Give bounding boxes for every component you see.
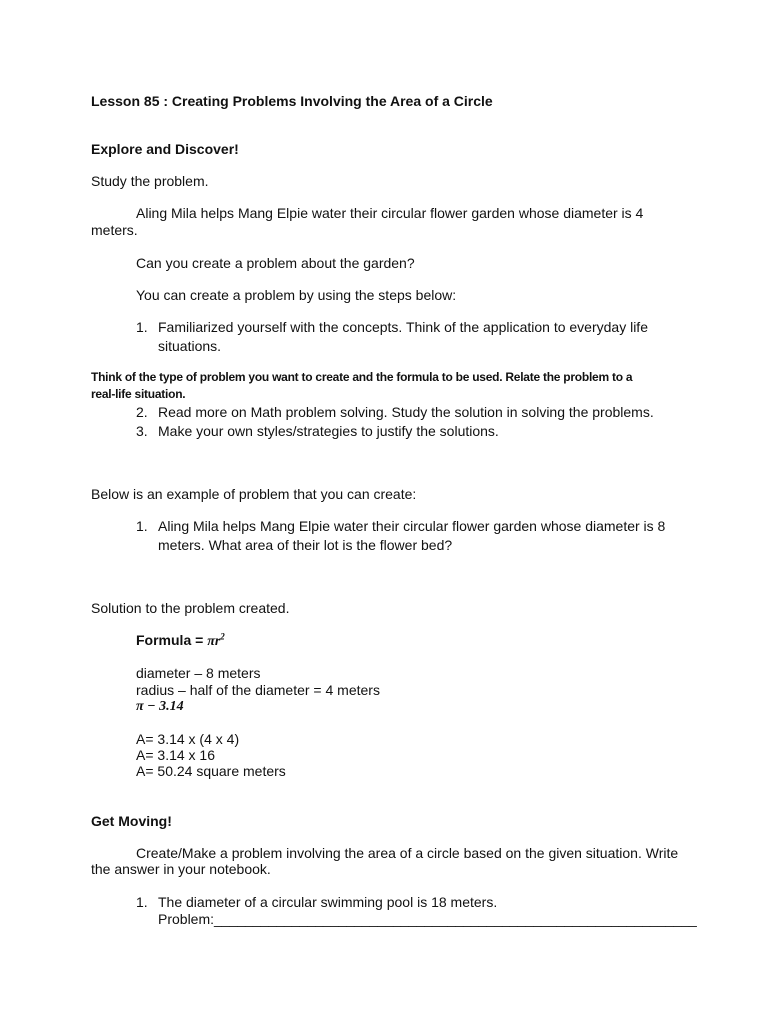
example-line1: Aling Mila helps Mang Elpie water their circular flower garden whose diameter is 8 — [158, 518, 666, 534]
formula-expression — [207, 631, 225, 649]
item1-number: 1. — [136, 894, 148, 910]
note-line2: real-life situation. — [91, 387, 186, 401]
example-intro: Below is an example of problem that you can create: — [91, 486, 417, 502]
step1-line2: situations. — [158, 338, 222, 354]
diameter-line: diameter – 8 meters — [136, 665, 261, 681]
step1-line1: Familiarized yourself with the concepts. Think of the application to everyday life — [158, 319, 648, 335]
formula-base: πr — [207, 634, 221, 649]
area-result: A= 50.24 square meters — [136, 763, 286, 779]
steps-intro: You can create a problem by using the steps below: — [136, 287, 457, 303]
get-moving-heading: Get Moving! — [91, 813, 172, 829]
step1-number: 1. — [136, 319, 148, 335]
example-line2: meters. What area of their lot is the flower bed? — [158, 537, 453, 553]
item1-text: The diameter of a circular swimming pool is 18 meters. — [158, 894, 498, 910]
study-text: Study the problem. — [91, 173, 209, 189]
item1-problem-blank[interactable]: Problem:______________________________________________________________ — [158, 911, 697, 927]
step3-text: Make your own styles/strategies to justify the solutions. — [158, 423, 499, 439]
solution-intro: Solution to the problem created. — [91, 600, 290, 616]
pi-line: π − 3.14 — [136, 699, 184, 714]
radius-line: radius – half of the diameter = 4 meters — [136, 682, 380, 698]
step2-number: 2. — [136, 404, 148, 420]
example-number: 1. — [136, 518, 148, 534]
problem-paragraph-line2: meters. — [91, 222, 138, 238]
problem-paragraph-line1: Aling Mila helps Mang Elpie water their circular flower garden whose diameter is 4 — [136, 205, 644, 221]
area-step2: A= 3.14 x 16 — [136, 747, 216, 763]
step3-number: 3. — [136, 423, 148, 439]
question-text: Can you create a problem about the garden? — [136, 255, 415, 271]
area-step1: A= 3.14 x (4 x 4) — [136, 731, 240, 747]
explore-heading: Explore and Discover! — [91, 141, 239, 157]
step2-text: Read more on Math problem solving. Study the solution in solving the problems. — [158, 404, 654, 420]
formula-exponent: 2 — [220, 631, 225, 642]
formula-label: Formula = — [136, 632, 208, 648]
instruction-line2: the answer in your notebook. — [91, 861, 271, 877]
lesson-title: Lesson 85 : Creating Problems Involving the Area of a Circle — [91, 93, 493, 109]
note-line1: Think of the type of problem you want to create and the formula to be used. Relate the problem to a — [91, 370, 633, 384]
instruction-line1: Create/Make a problem involving the area of a circle based on the given situation. Write — [136, 845, 679, 861]
formula-line — [136, 632, 225, 650]
